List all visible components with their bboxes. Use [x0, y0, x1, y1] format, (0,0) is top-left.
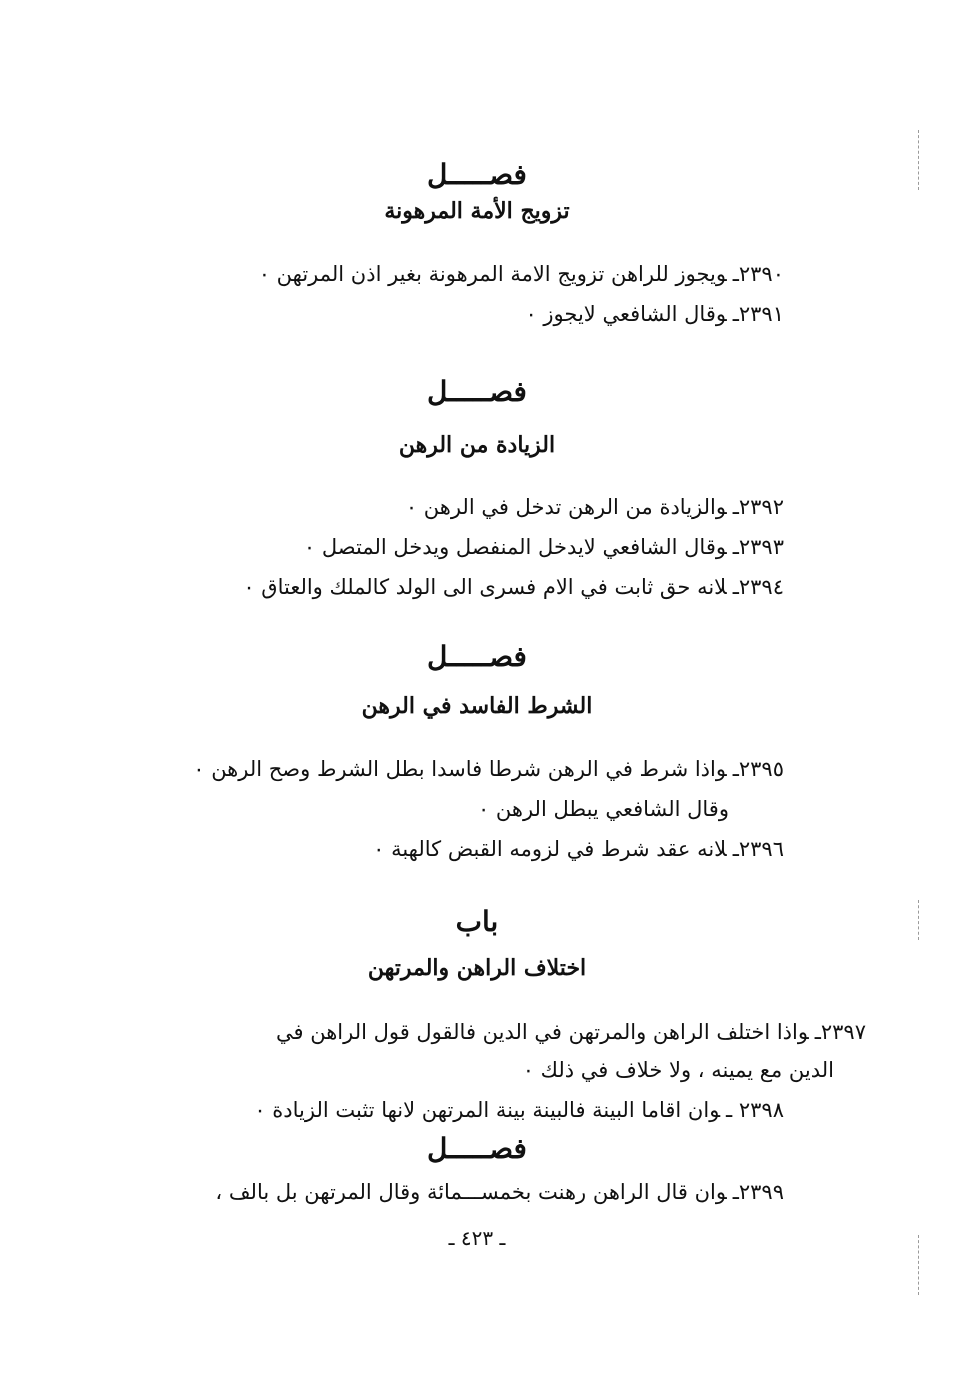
- paragraph: [373, 837, 784, 861]
- paragraph: [259, 262, 784, 286]
- paragraph-text: واذا اختلف الراهن والمرتهن في الدين فالقول قول الراهن في: [276, 1020, 809, 1044]
- paragraph-number: ٢٣٩٦ـ: [732, 837, 784, 861]
- paragraph: [276, 1020, 866, 1044]
- section-heading: فصـــــل: [427, 375, 527, 408]
- paragraph-number: ٢٣٩٤ـ: [732, 575, 784, 599]
- section-title: اختلاف الراهن والمرتهن: [367, 955, 587, 981]
- paragraph-text: وقال الشافعي لايجوز ٠: [525, 302, 727, 326]
- paragraph-text: ويجوز للراهن تزويج الامة المرهونة بغير اذن المرتهن ٠: [258, 262, 727, 286]
- section-heading: باب: [455, 905, 499, 938]
- paragraph-text: وقال الشافعي يبطل الرهن ٠: [477, 797, 729, 821]
- paragraph-number: ٢٣٩٨ ـ: [726, 1098, 784, 1122]
- paragraph: [478, 797, 729, 821]
- scan-margin-mark: [918, 130, 919, 190]
- section-heading: فصـــــل: [427, 640, 527, 673]
- paragraph-text: وان قال الراهن رهنت بخمســـمائة وقال المرتهن بل بالف ،: [215, 1180, 727, 1204]
- paragraph-number: ٢٣٩٩ـ: [732, 1180, 784, 1204]
- paragraph-number: ٢٣٩١ـ: [732, 302, 784, 326]
- section-title: الزيادة من الرهن: [398, 432, 556, 458]
- section-title: تزويج الأمة المرهونة: [384, 198, 570, 224]
- paragraph: [525, 302, 784, 326]
- paragraph-text: الدين مع يمينه ، ولا خلاف في ذلك ٠: [522, 1058, 834, 1082]
- section-heading: فصـــــل: [427, 1132, 527, 1165]
- scan-margin-mark: [918, 1235, 919, 1295]
- scan-margin-mark: [918, 900, 919, 940]
- section-heading: فصـــــل: [427, 158, 527, 191]
- paragraph: [406, 495, 784, 519]
- paragraph: [243, 575, 784, 599]
- paragraph-number: ٢٣٩٣ـ: [732, 535, 784, 559]
- paragraph-number: ٢٣٩٢ـ: [732, 495, 784, 519]
- paragraph-text: لانه حق ثابت في الام فسرى الى الولد كالملك والعتاق ٠: [243, 575, 727, 599]
- paragraph-number: ٢٣٩٧ـ: [814, 1020, 866, 1044]
- paragraph-number: ٢٣٩٠ـ: [732, 262, 784, 286]
- paragraph-text: والزيادة من الرهن تدخل في الرهن ٠: [405, 495, 727, 519]
- paragraph: [304, 535, 784, 559]
- section-title: الشرط الفاسد في الرهن: [361, 693, 593, 719]
- paragraph-text: وان اقاما البينة فالبينة بينة المرتهن لانها تثبت الزيادة ٠: [254, 1098, 721, 1122]
- paragraph-text: واذا شرط في الرهن شرطا فاسدا بطل الشرط وصح الرهن ٠: [193, 757, 727, 781]
- paragraph: [193, 757, 784, 781]
- paragraph: [215, 1180, 784, 1204]
- page-number: ـ ٤٢٣ ـ: [448, 1226, 506, 1250]
- paragraph-text: لانه عقد شرط في لزومه القبض كالهبة ٠: [373, 837, 727, 861]
- paragraph: [254, 1098, 784, 1122]
- paragraph-text: وقال الشافعي لايدخل المنفصل ويدخل المتصل ٠: [303, 535, 727, 559]
- paragraph: [523, 1058, 834, 1082]
- paragraph-number: ٢٣٩٥ـ: [732, 757, 784, 781]
